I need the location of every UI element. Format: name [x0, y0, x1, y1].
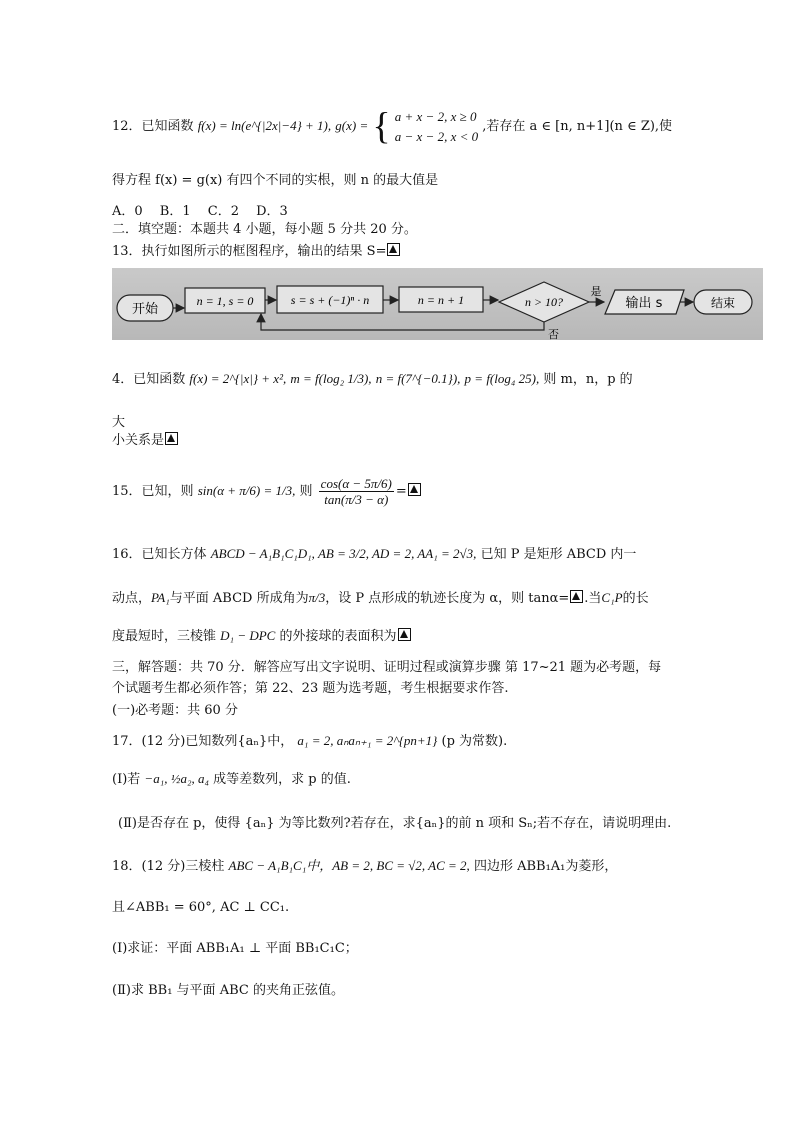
q16-line2-f: .当	[584, 591, 602, 606]
q12-prefix: 12．已知函数	[112, 119, 194, 134]
q15-eq: =	[395, 484, 407, 499]
q14-line3	[112, 432, 179, 450]
q14-line1	[112, 359, 633, 399]
q16-line2-e: ，设 P 点形成的轨迹长度为 α，则 tanα=	[325, 591, 570, 606]
q15-fraction	[319, 476, 394, 507]
q12-brace: {	[372, 105, 391, 148]
answer-blank-icon	[398, 628, 411, 641]
flow-end-label: 结束	[710, 296, 736, 310]
q17-line1	[112, 732, 507, 751]
answer-blank-icon	[408, 483, 421, 496]
q14-n: n = f(7^{−0.1}),	[375, 371, 461, 386]
q16-line2-d: π/3	[308, 590, 326, 605]
flow-update-s	[277, 286, 383, 313]
q17-part1-suffix: 成等差数列，求 p 的值.	[213, 772, 351, 787]
q17-part1-math: −a₁, ½a₂, a₄	[144, 771, 210, 786]
answer-blank-icon	[570, 590, 583, 603]
q12-line1	[112, 106, 672, 146]
q14-m: m = f(log₂ 1/3),	[290, 371, 372, 386]
flow-end	[694, 290, 752, 314]
q12-cases	[395, 107, 478, 147]
q17-line1-prefix: 17．(12 分)已知数列{aₙ}中，	[112, 734, 294, 749]
flow-init-label: n = 1, s = 0	[196, 294, 254, 308]
flow-update-s-label: s = s + (−1)ⁿ · n	[290, 293, 370, 307]
flow-init	[185, 288, 265, 313]
flow-output-label: 输出 s	[625, 296, 663, 311]
q16-line3-b: D₁ − DPC	[220, 628, 276, 643]
q15-line	[112, 460, 422, 522]
q13-text: 13．执行如图所示的框图程序，输出的结果 S=	[112, 244, 387, 259]
flow-no-label: 否	[548, 328, 559, 340]
q14-line2: 大	[112, 415, 126, 430]
q14-func: f(x) = 2^{|x|} + x²,	[189, 371, 287, 386]
q16-line3-c: 的外接球的表面积为	[279, 629, 397, 644]
q17-part1	[112, 770, 351, 789]
q18-part2: (Ⅱ)求 BB₁ 与平面 ABC 的夹角正弦值。	[112, 983, 344, 998]
q16-line2	[112, 580, 649, 616]
q12-func-f: f(x) = ln(e^{|2x|−4} + 1),	[197, 118, 332, 133]
q17-part2: (Ⅱ)是否存在 p，使得 {aₙ} 为等比数列?若存在，求{aₙ}的前 n 项和 Sₙ;若不存在，请说明理由.	[118, 816, 672, 831]
q18-line2: 且∠ABB₁ = 60°, AC ⊥ CC₁.	[112, 900, 290, 915]
q14-prefix: 4．已知函数	[112, 372, 186, 387]
flow-update-n-label: n = n + 1	[417, 293, 465, 307]
section2-heading: 二．填空题：本题共 4 小题，每小题 5 分共 20 分。	[112, 222, 417, 237]
q17-line1-math: a₁ = 2, aₙaₙ₊₁ = 2^{pn+1}	[297, 733, 438, 748]
flowchart	[112, 268, 763, 340]
q16-line2-a: 动点，	[112, 591, 152, 606]
answer-blank-icon	[165, 432, 178, 445]
q12-case2: a − x − 2, x < 0	[394, 128, 479, 144]
q18-line1-suffix: 四边形 ABB₁A₁为菱形，	[473, 859, 618, 874]
q16-line3	[112, 627, 412, 646]
q17-part1-prefix: (Ⅰ)若	[112, 772, 141, 787]
section3-line2: 个试题考生都必须作答；第 22、23 题为选考题，考生根据要求作答.	[112, 681, 509, 696]
q15-given: sin(α + π/6) = 1/3,	[197, 483, 296, 498]
q18-line1-prefix: 18．(12 分)三棱柱	[112, 859, 225, 874]
q16-line1-prefix: 16．已知长方体	[112, 547, 207, 562]
flow-decision-label: n > 10?	[524, 295, 564, 309]
section3-line1: 三，解答题：共 70 分．解答应写出文字说明、证明过程或演算步骤 第 17~21 题为必考题，每	[112, 660, 662, 675]
q18-line1	[112, 857, 617, 876]
section3-line3: (一)必考题：共 60 分	[112, 703, 238, 718]
flow-start-label: 开始	[131, 302, 159, 317]
q16-line1-math: ABCD − A₁B₁C₁D₁, AB = 3/2, AD = 2, AA₁ = 2√3,	[210, 546, 477, 561]
q18-part1: (Ⅰ)求证：平面 ABB₁A₁ ⊥ 平面 BB₁C₁C；	[112, 941, 358, 956]
q17-line1-suffix: (p 为常数).	[441, 734, 508, 749]
q16-line1-suffix: 已知 P 是矩形 ABCD 内一	[480, 547, 637, 562]
q15-prefix: 15．已知，则	[112, 484, 194, 499]
q12-case1: a + x − 2, x ≥ 0	[394, 108, 477, 124]
q16-line2-c: 与平面 ABCD 所成角为	[169, 591, 309, 606]
flow-update-n	[399, 287, 483, 312]
q16-line3-a: 度最短时，三棱锥	[112, 629, 217, 644]
q12-func-g: g(x) =	[335, 118, 369, 133]
q12-cond: ,若存在 a ∈ [n, n+1](n ∈ Z),使	[482, 119, 673, 134]
q14-line3-text: 小关系是	[112, 433, 165, 448]
flow-output	[605, 290, 684, 314]
q13-line	[112, 243, 401, 261]
q12-options: A．0 B．1 C．2 D．3	[112, 204, 288, 219]
q14-p: p = f(log₄ 25),	[464, 371, 540, 386]
q14-suffix: 则 m，n，p 的	[543, 372, 633, 387]
q16-line1	[112, 536, 636, 572]
q16-line2-h: 的长	[622, 591, 649, 606]
q16-line2-b: PA₁	[151, 590, 170, 605]
q15-denominator: tan(π/3 − α)	[324, 492, 389, 507]
q12-line2: 得方程 f(x) = g(x) 有四个不同的实根，则 n 的最大值是	[112, 173, 439, 188]
flow-start	[117, 295, 173, 321]
flow-yes-label: 是	[590, 285, 602, 298]
q15-then: 则	[299, 484, 313, 499]
q16-line2-g: C₁P	[601, 590, 623, 605]
answer-blank-icon	[387, 243, 400, 256]
q15-numerator: cos(α − 5π/6)	[320, 476, 392, 491]
q18-line1-math: ABC − A₁B₁C₁中，AB = 2, BC = √2, AC = 2,	[228, 858, 470, 873]
